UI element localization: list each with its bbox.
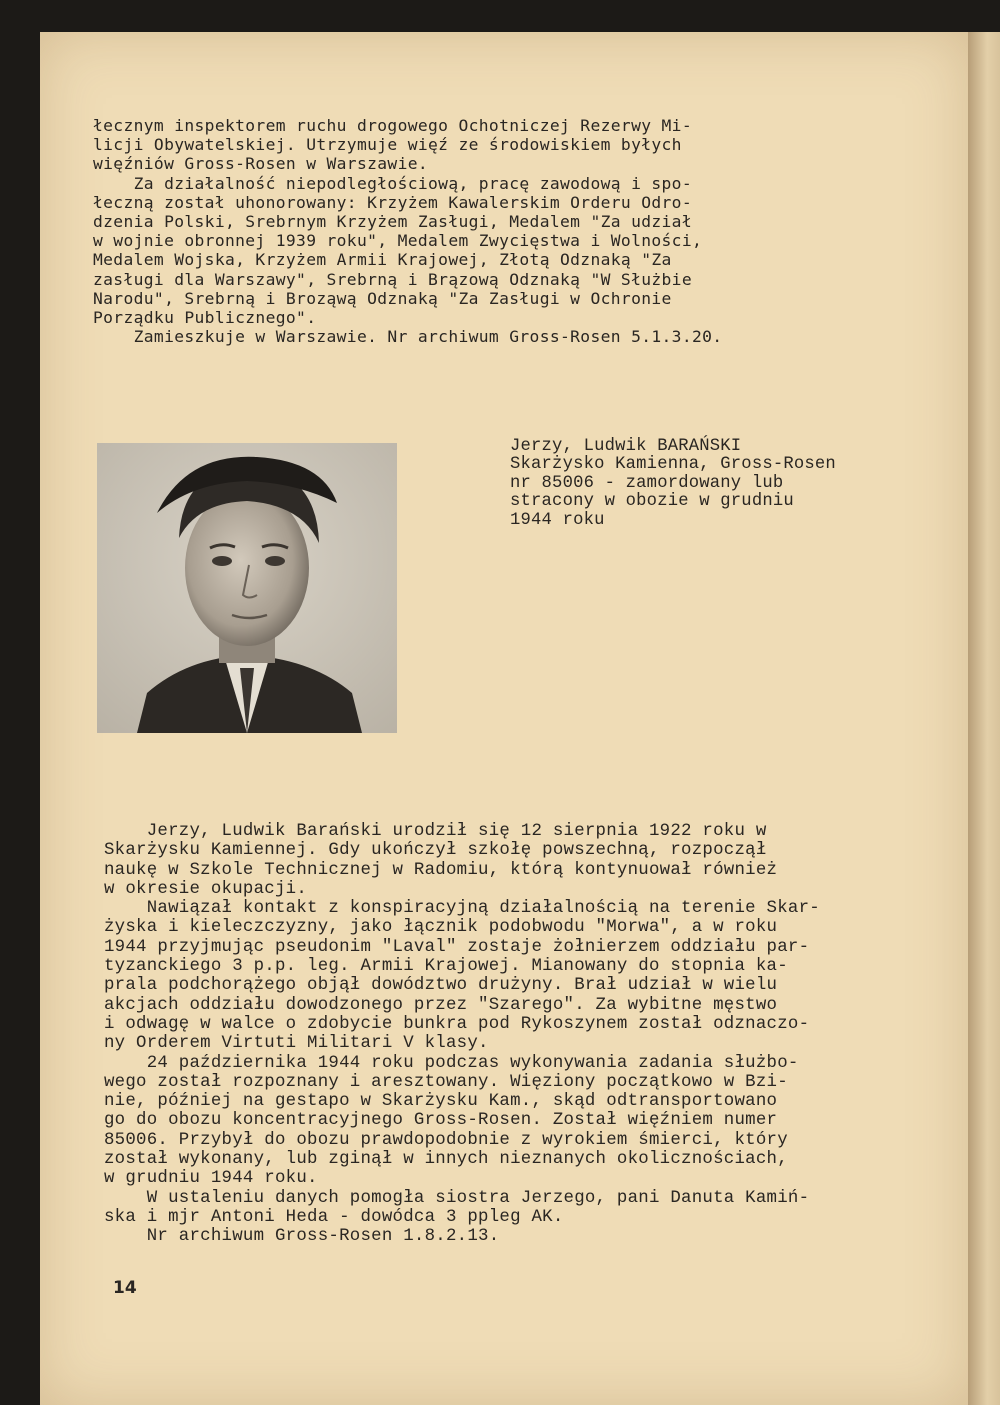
entry-header: Jerzy, Ludwik BARAŃSKI Skarżysko Kamienna, Gross-Rosen nr 85006 - zamordowany lub stracony w obozie w grudniu 1944 roku xyxy=(510,437,836,530)
biography-text: Jerzy, Ludwik Barański urodził się 12 sierpnia 1922 roku w Skarżysku Kamiennej. Gdy ukończył szkołę powszechną, rozpoczął naukę w Szkole Technicznej w Radomiu, którą kontynuował również w okresie okupacji. Nawiązał kontakt z konspiracyjną działalnością na terenie Skar- żyska i kieleczczyzny, jako łącznik podobwodu "Morwa", a w roku 1944 przyjmując pseudonim "Laval" zostaje żołnierzem oddziału par- tyzanckiego 3 p.p. leg. Armii Krajowej. Mianowany do stopnia ka- prala podchorążego objął dowództwo drużyny. Brał udział w wielu akcjach oddziału dowodzonego przez "Szarego". Za wybitne męstwo i odwagę w walce o zdobycie bunkra pod Rykoszynem został odznaczo- ny Orderem Virtuti Militari V klasy. 24 października 1944 roku podczas wykonywania zadania służbo- wego został rozpoznany i aresztowany. Więziony początkowo w Bzi- nie, później na gestapo w Skarżysku Kam., skąd odtransportowano go do obozu koncentracyjnego Gross-Rosen. Został więźniem numer 85006. Przybył do obozu prawdopodobnie z wyrokiem śmierci, który został wykonany, lub zginął w innych nieznanych okolicznościach, w grudniu 1944 roku. W ustaleniu danych pomogła siostra Jerzego, pani Danuta Kamiń- ska i mjr Antoni Heda - dowódca 3 ppleg AK. Nr archiwum Gross-Rosen 1.8.2.13. xyxy=(104,822,820,1247)
portrait-photo xyxy=(97,443,397,733)
portrait-image xyxy=(97,443,397,733)
continued-paragraph: łecznym inspektorem ruchu drogowego Ochotniczej Rezerwy Mi- licji Obywatelskiej. Utrzymuje więź ze środowiskiem byłych więźniów Gross-Rosen w Warszawie. Za działalność niepodległościową, pracę zawodową i spo- łeczną został uhonorowany: Krzyżem Kawalerskim Orderu Odro- dzenia Polski, Srebrnym Krzyżem Zasługi, Medalem "Za udział w wojnie obronnej 1939 roku", Medalem Zwycięstwa i Wolności, Medalem Wojska, Krzyżem Armii Krajowej, Złotą Odznaką "Za zasługi dla Warszawy", Srebrną i Brązową Odznaką "W Służbie Narodu", Srebrną i Broząwą Odznaką "Za Zasługi w Ochronie Porządku Publicznego". Zamieszkuje w Warszawie. Nr archiwum Gross-Rosen 5.1.3.20. xyxy=(93,116,723,347)
adjacent-page-edge xyxy=(968,32,1000,1405)
page-number: 14 xyxy=(113,1278,137,1298)
